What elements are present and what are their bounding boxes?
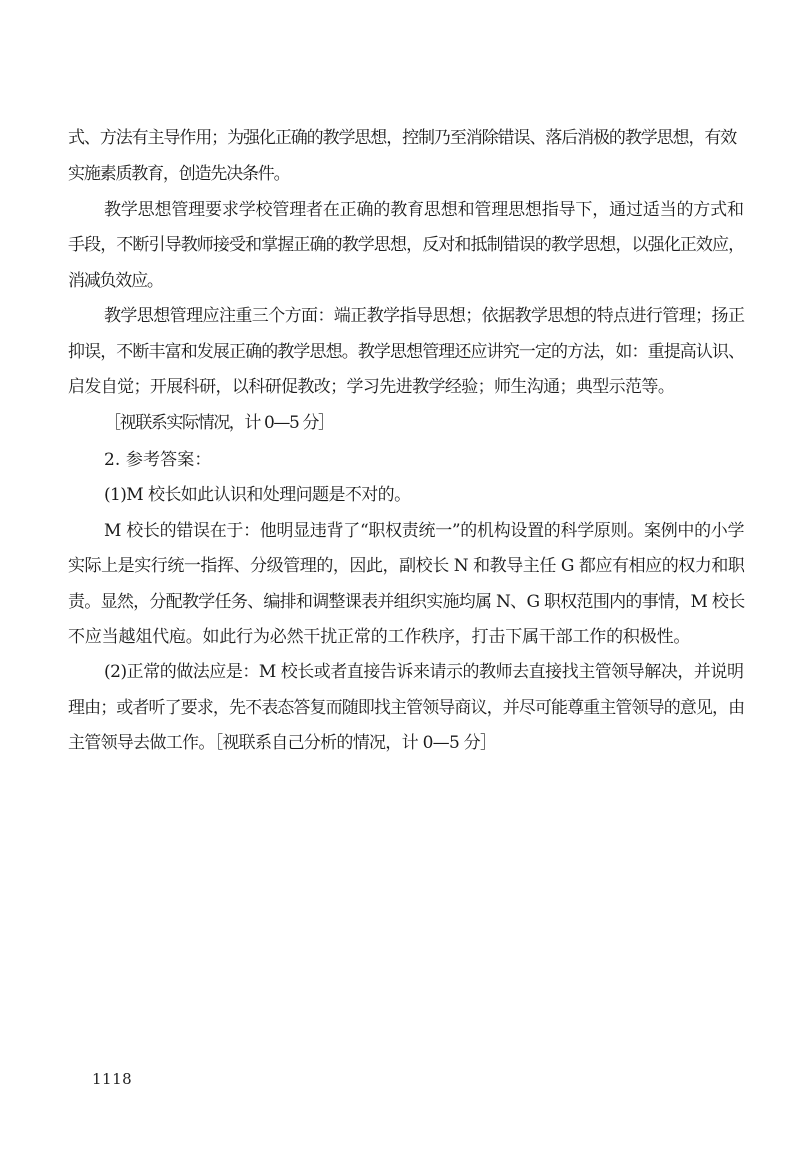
text-line: 主管领导去做工作。［视联系自己分析的情况，计 0—5 分］ bbox=[68, 733, 497, 753]
text-line: ［视联系实际情况，计 0—5 分］ bbox=[104, 413, 334, 433]
text-line: (1)M 校长如此认识和处理问题是不对的。 bbox=[104, 485, 411, 505]
text-line: 启发自觉；开展科研，以科研促教改；学习先进教学经验；师生沟通；典型示范等。 bbox=[68, 377, 675, 397]
text-line: 消减负效应。 bbox=[68, 271, 163, 291]
text-line: (2)正常的做法应是：M 校长或者直接告诉来请示的教师去直接找主管领导解决，并说明 bbox=[104, 662, 744, 682]
text-line: 实际上是实行统一指挥、分级管理的，因此，副校长 N 和教导主任 G 都应有相应的权力和职 bbox=[68, 556, 745, 576]
page-number: 1118 bbox=[92, 1070, 133, 1088]
text-line: 不应当越俎代庖。如此行为必然干扰正常的工作秩序，打击下属干部工作的积极性。 bbox=[68, 627, 691, 647]
text-line: 式、方法有主导作用；为强化正确的教学思想，控制乃至消除错误、落后消极的教学思想，有效 bbox=[68, 128, 737, 148]
text-line: 抑误，不断丰富和发展正确的教学思想。教学思想管理还应讲究一定的方法，如：重提高认识、 bbox=[68, 342, 745, 362]
text-line: 2. 参考答案： bbox=[104, 450, 212, 470]
text-line: M 校长的错误在于：他明显违背了“职权责统一”的机构设置的科学原则。案例中的小学 bbox=[104, 521, 745, 541]
text-line: 实施素质教育，创造先决条件。 bbox=[68, 164, 290, 184]
text-line: 理由；或者听了要求，先不表态答复而随即找主管领导商议，并尽可能尊重主管领导的意见，由 bbox=[68, 698, 745, 718]
text-line: 教学思想管理要求学校管理者在正确的教育思想和管理思想指导下，通过适当的方式和 bbox=[104, 200, 744, 220]
text-line: 责。显然，分配教学任务、编排和调整课表并组织实施均属 N、G 职权范围内的事情，M 校长 bbox=[68, 592, 745, 612]
text-line: 手段，不断引导教师接受和掌握正确的教学思想，反对和抵制错误的教学思想，以强化正效应， bbox=[68, 235, 745, 255]
text-line: 教学思想管理应注重三个方面：端正教学指导思想；依据教学思想的特点进行管理；扬正 bbox=[104, 306, 745, 326]
